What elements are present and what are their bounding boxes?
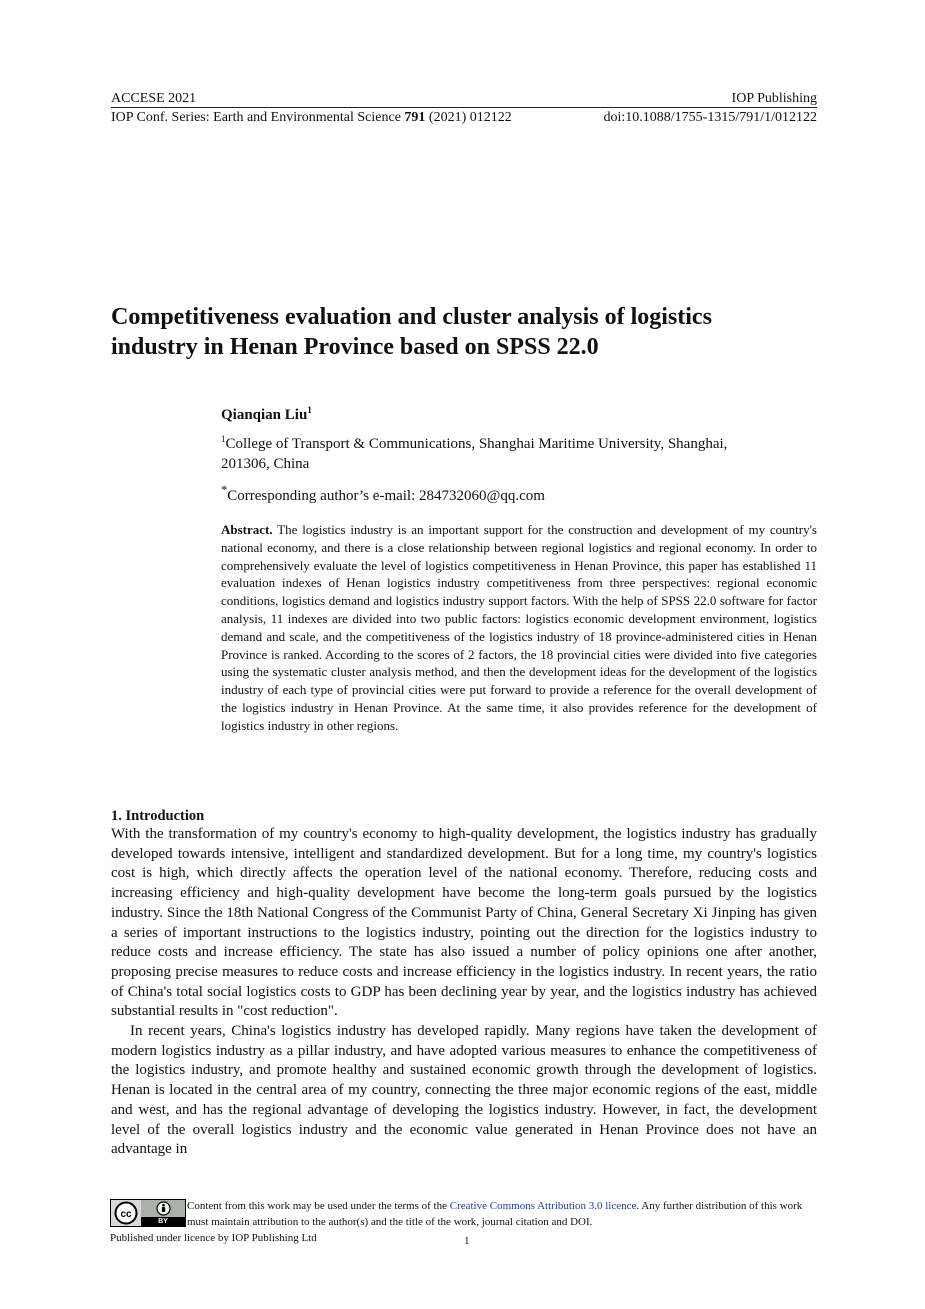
attribution-person-icon: [141, 1200, 185, 1217]
license-text-before: Content from this work may be used under the terms of the: [187, 1200, 450, 1212]
publisher-name: IOP Publishing: [731, 91, 817, 106]
series-suffix: (2021) 012122: [425, 110, 512, 125]
cc-by-label: BY: [141, 1217, 185, 1226]
email-text: Corresponding author’s e-mail: 284732060@qq.com: [227, 488, 545, 504]
license-link[interactable]: Creative Commons Attribution 3.0 licence: [449, 1200, 637, 1212]
author-name: [221, 406, 817, 424]
affiliation-line-2: 201306, China: [221, 456, 310, 472]
svg-text:cc: cc: [120, 1209, 132, 1220]
series-citation: [111, 109, 512, 127]
abstract: [221, 521, 817, 735]
series-line: [111, 109, 817, 127]
page-number: 1: [464, 1235, 470, 1247]
intro-paragraph-2: In recent years, China's logistics industry has developed rapidly. Many regions have taken the development of modern logistics industry as a pillar industry, and have adopted various measures to enhance the competitiveness of the logistics industry, and promote healthy and sustained economic growth through the development of logistics. Henan is located in the central area of my country, connecting the three major economic regions of the east, middle and west, and has the regional advantage of developing the logistics industry. However, in fact, the development level of the overall logistics industry and the economic value generated in Henan Province does not have an advantage in: [111, 1023, 817, 1158]
affiliation-superscript: 1: [221, 434, 226, 444]
section-heading: 1. Introduction: [111, 808, 205, 824]
paper-title: [111, 302, 817, 362]
abstract-text: The logistics industry is an important support for the construction and development of my country's national economy, and there is a close relationship between regional logistics and regional economy. In order to comprehensively evaluate the level of logistics competitiveness in Henan Province, this paper has established 11 evaluation indexes of Henan logistics industry competitiveness from three perspectives: regional economic conditions, logistics demand and logistics industry support factors. With the help of SPSS 22.0 software for factor analysis, 11 indexes are divided into two public factors: logistics economic development environment, logistics demand and scale, and the competitiveness of the logistics industry of 18 province-administered cities in Henan Province is ranked. According to the scores of 2 factors, the 18 provincial cities were divided into five categories using the systematic cluster analysis method, and then the development ideas for the development of the logistics industry of each type of provincial cities were put forward to provide a reference for the overall development of the logistics industry in Henan Province. At the same time, it also provides reference for the development of logistics industry in other regions.: [221, 522, 817, 733]
running-header: [111, 89, 817, 108]
published-notice: Published under licence by IOP Publishing Ltd: [110, 1232, 317, 1244]
license-notice: [187, 1199, 817, 1230]
license-text-after: . Any further distribution of this work must maintain attribution to the author(s) and the title of the work, journal citation and DOI.: [187, 1200, 803, 1228]
affiliation: [221, 434, 817, 474]
conference-name: ACCESE 2021: [111, 91, 197, 106]
corresponding-email: [221, 480, 817, 506]
doi: doi:10.1088/1755-1315/791/1/012122: [603, 110, 817, 125]
author-block: [221, 406, 817, 506]
intro-paragraph-1: With the transformation of my country's economy to high-quality development, the logistics industry has gradually developed towards intensive, intelligent and standardized development. But for a long time, my country's logistics cost is high, which directly affects the operation level of the national economy. Therefore, reducing costs and increasing efficiency and high-quality development have become the long-term goals pursued by the logistics industry. Since the 18th National Congress of the Communist Party of China, General Secretary Xi Jinping has given a series of important instructions to the logistics industry, pointing out the direction for the logistics industry to reduce costs and increase efficiency. The state has also issued a number of policy opinions one after another, proposing precise measures to reduce costs and increase efficiency in the logistics industry. In recent years, the ratio of China's total social logistics costs to GDP has been declining year by year, and the logistics industry has achieved substantial results in "cost reduction".: [111, 826, 817, 1020]
author-name-text: Qianqian Liu: [221, 407, 308, 423]
introduction-section: [111, 807, 817, 1160]
email-superscript: *: [221, 483, 228, 497]
cc-icon: [111, 1200, 141, 1226]
series-prefix: IOP Conf. Series: Earth and Environmental Science: [111, 110, 405, 125]
title-line-1: Competitiveness evaluation and cluster analysis of logistics: [111, 304, 712, 330]
volume-number: 791: [404, 110, 426, 125]
abstract-label: Abstract.: [221, 522, 273, 537]
affiliation-line-1: College of Transport & Communications, Shanghai Maritime University, Shanghai,: [225, 436, 728, 452]
author-superscript: 1: [307, 405, 312, 415]
title-line-2: industry in Henan Province based on SPSS 22.0: [111, 334, 599, 360]
cc-by-badge[interactable]: [110, 1199, 186, 1227]
